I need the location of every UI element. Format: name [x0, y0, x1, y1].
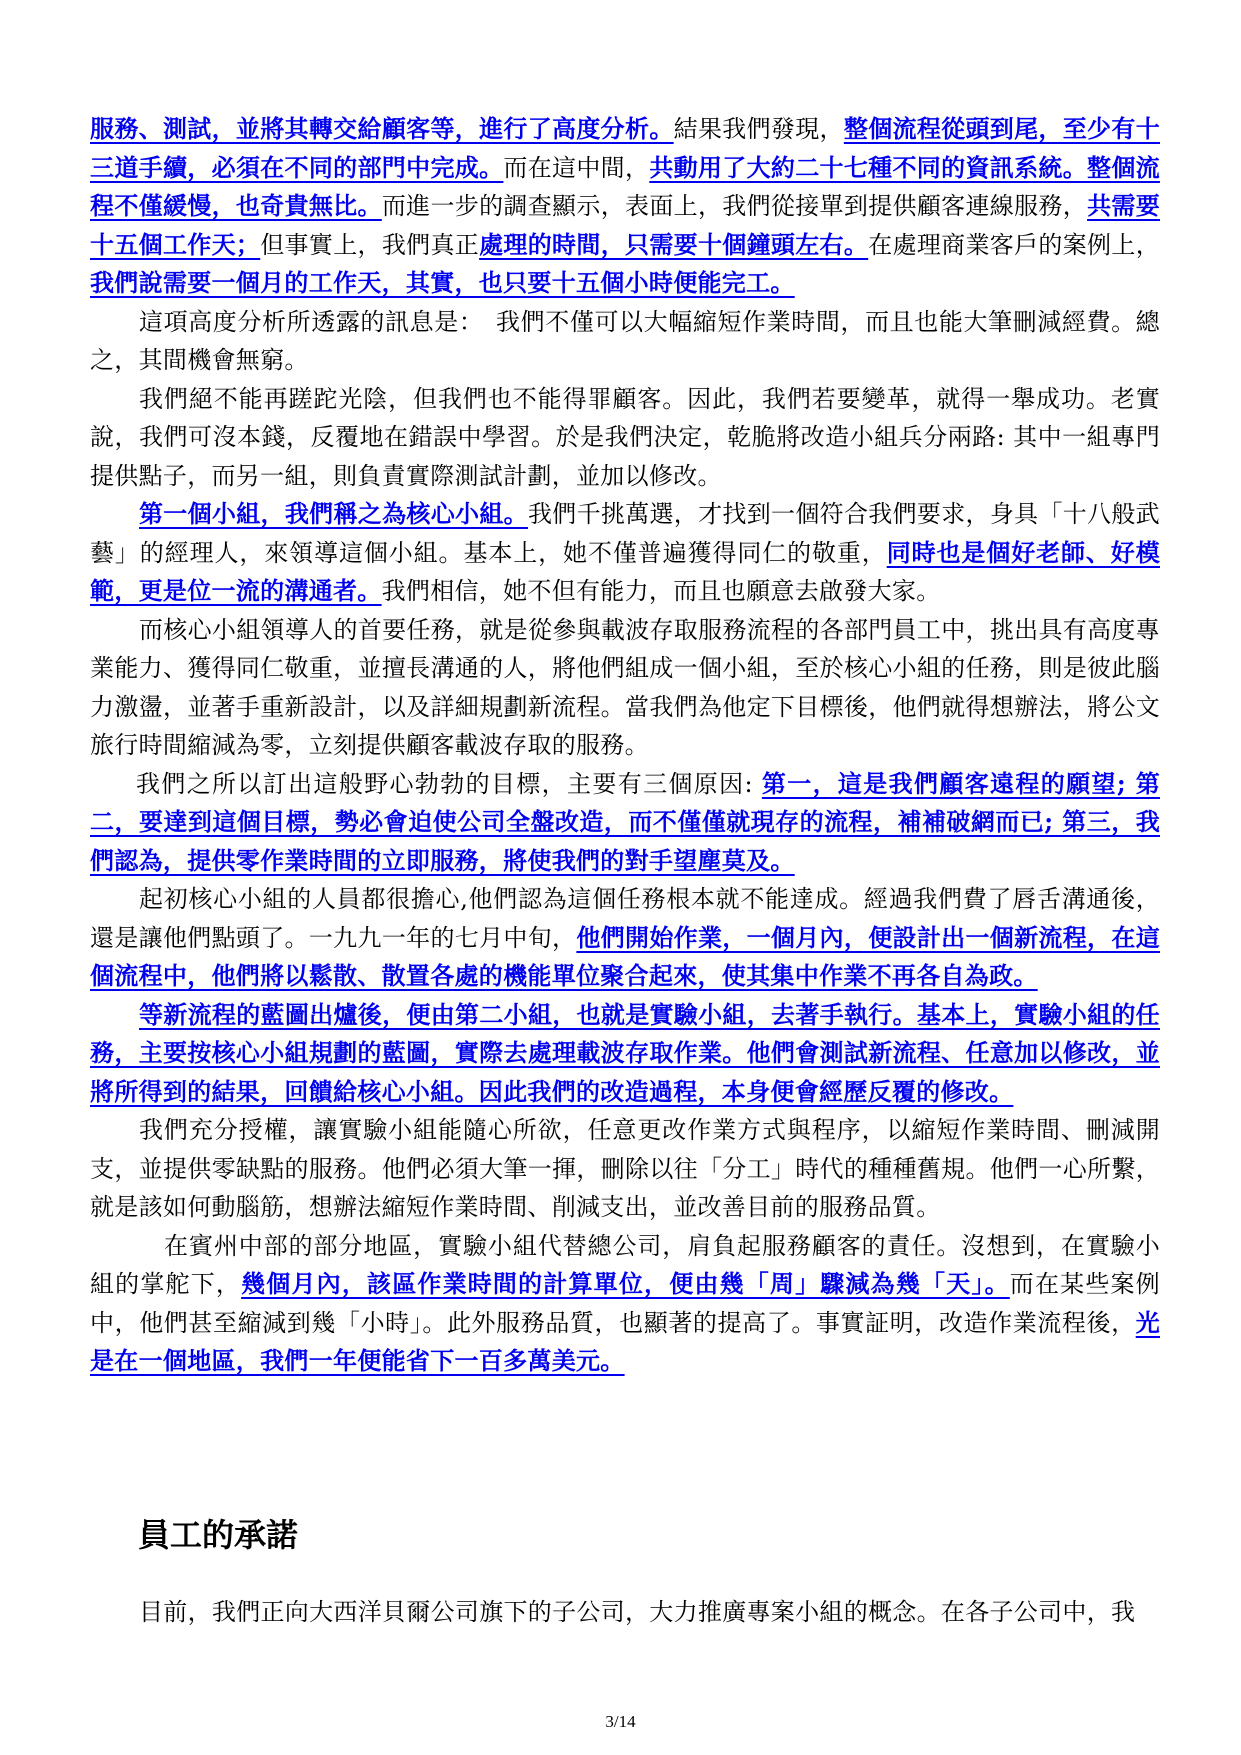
text-segment: 我們充分授權，讓實驗小組能隨心所欲，任意更改作業方式與程序，以縮短作業時間、刪減開支，並提供零缺點的服務。他們必須大筆一揮，刪除以往「分工」時代的種種舊規。他們一心所繫，就是該如何動腦筋，想辦法縮短作業時間、削減支出，並改善目前的服務品質。: [90, 1116, 1160, 1221]
text-segment: 而在某些案例中，他們甚至縮減到幾「小時」。此外服務品質，也顯著的提高了。事實証明，改造作業流程後，: [90, 1270, 1160, 1337]
text-segment: 結果我們發現，: [673, 115, 844, 143]
text-segment: 起初核心小組的人員都很擔心,他們認為這個任務根本就不能達成。經過我們費了唇舌溝通後，還是讓他們點頭了。一九九一年的七月中旬，: [90, 885, 1160, 952]
text-segment: 而核心小組領導人的首要任務，就是從參與載波存取服務流程的各部門員工中，挑出具有高度專業能力、獲得同仁敬重，並擅長溝通的人，將他們組成一個小組，至於核心小組的任務，則是彼此腦力激盪，並著手重新設計，以及詳細規劃新流程。當我們為他定下目標後，他們就得想辦法，將公文旅行時間縮減為零，立刻提供顧客載波存取的服務。: [90, 615, 1160, 759]
text-segment: 在處理商業客戶的案例上，: [868, 230, 1160, 259]
paragraph-last: 目前，我們正向大西洋貝爾公司旗下的子公司，大力推廣專案小組的概念。在各子公司中，我: [139, 1598, 1136, 1626]
text-segment: 我們千挑萬選，才找到一個符合我們要求，身具「十八般武藝」的經理人，來領導這個小組。基本上，她不僅普遍獲得同仁的敬重，: [90, 500, 1160, 567]
highlighted-text: 同時也是個好老師、好模範，更是位一流的溝通者。: [90, 537, 1160, 605]
paragraph-1: [90, 110, 1160, 303]
paragraph-9: [90, 1111, 1160, 1227]
text-segment: 我們相信，她不但有能力，而且也願意去啟發大家。: [381, 577, 941, 605]
paragraph-3: [90, 380, 1160, 496]
highlighted-text: 我們說需要一個月的工作天，其實，也只要十五個小時便能完工。: [90, 268, 795, 297]
paragraph-10: [90, 1227, 1160, 1381]
paragraph-2: [90, 303, 1160, 380]
highlighted-text: 光是在一個地區，我們一年便能省下一百多萬美元。: [90, 1307, 1160, 1375]
text-segment: 而在這中間，: [503, 153, 650, 182]
highlighted-text: 等新流程的藍圖出爐後，便由第二小組，也就是實驗小組，去著手執行。基本上，實驗小組的任務，主要按核心小組規劃的藍圖，實際去處理載波存取作業。他們會測試新流程、任意加以修改，並將所得到的結果，回饋給核心小組。因此我們的改造過程，本身便會經歷反覆的修改。: [90, 999, 1160, 1106]
text-segment: 在賓州中部的部分地區，實驗小組代替總公司，肩負起服務顧客的責任。沒想到，在實驗小組的掌舵下，: [90, 1231, 1160, 1298]
highlighted-text: 共動用了大約二十七種不同的資訊系統。整個流程不僅緩慢，也奇貴無比。: [90, 152, 1160, 220]
page-number: 3/14: [605, 1712, 636, 1731]
paragraph-8: [90, 996, 1160, 1112]
paragraph-5: [90, 611, 1160, 765]
highlighted-text: 幾個月內，該區作業時間的計算單位，便由幾「周」驟減為幾「天」。: [241, 1269, 1010, 1298]
text-segment: 這項高度分析所透露的訊息是： 我們不僅可以大幅縮短作業時間，而且也能大筆刪減經費。總之，其間機會無窮。: [90, 307, 1160, 374]
highlighted-text: 整個流程從頭到尾，至少有十三道手續，必須在不同的部門中完成。: [90, 114, 1160, 182]
text-segment: 我們之所以訂出這般野心勃勃的目標，主要有三個原因:: [136, 769, 762, 798]
section-heading: 員工的承諾: [138, 1516, 299, 1554]
highlighted-text: 服務、測試，並將其轉交給顧客等，進行了高度分析。: [90, 114, 674, 143]
highlighted-text: 第一個小組，我們稱之為核心小組。: [139, 499, 528, 528]
highlighted-text: 共需要十五個工作天；: [90, 191, 1160, 259]
text-segment: 而進一步的調查顯示，表面上，我們從接單到提供顧客連線服務，: [381, 192, 1088, 220]
highlighted-text: 他們開始作業，一個月內，便設計出一個新流程，在這個流程中，他們將以鬆散、散置各處的機能單位聚合起來，使其集中作業不再各自為政。: [90, 922, 1160, 990]
paragraph-6: [90, 765, 1160, 881]
highlighted-text: 第一，這是我們顧客遠程的願望; 第二，要達到這個目標，勢必會迫使公司全盤改造，而不僅僅就現存的流程，補補破網而已; 第三，我們認為，提供零作業時間的立即服務，將使我們的對手望塵莫及。: [90, 768, 1160, 875]
body-text: [90, 110, 1160, 1381]
paragraph-4: [90, 495, 1160, 611]
highlighted-text: 處理的時間，只需要十個鐘頭左右。: [479, 229, 869, 259]
text-segment: 我們絕不能再蹉跎光陰，但我們也不能得罪顧客。因此，我們若要變革，就得一舉成功。老實說，我們可沒本錢，反覆地在錯誤中學習。於是我們決定，乾脆將改造小組兵分兩路: 其中一組專門提供點子，而另一組，則負責實際測試計劃，並加以修改。: [90, 384, 1160, 490]
text-segment: 但事實上，我們真正: [260, 230, 480, 259]
paragraph-7: [90, 880, 1160, 996]
